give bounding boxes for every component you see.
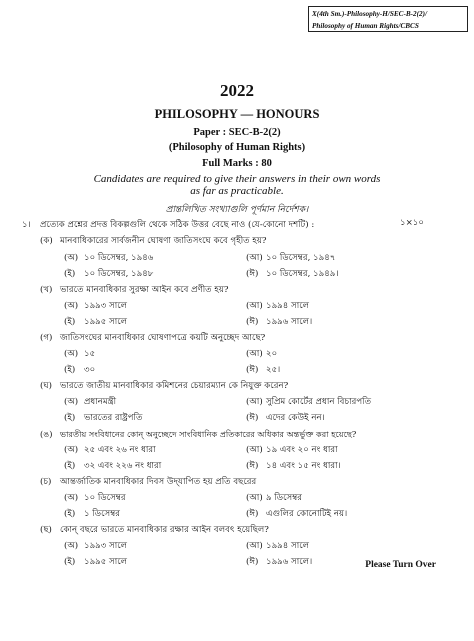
- sub-question-label: (ঙ): [40, 429, 53, 439]
- sub-question-text: ভারতে মানবাধিকার সুরক্ষা আইন কবে প্রণীত হয়?: [60, 285, 229, 295]
- option-label: (আ): [246, 397, 263, 407]
- option-text: ৩০: [84, 365, 96, 375]
- sub-question-label: (ঘ): [40, 381, 53, 391]
- instruction-bengali: প্রান্তলিখিত সংখ্যাগুলি পূর্ণমান নির্দেশক।: [165, 205, 309, 215]
- option-text: ২৫।: [266, 365, 281, 375]
- option-text: ভারতের রাষ্ট্রপতি: [84, 413, 143, 423]
- option-text: ২৫ এবং ২৬ নং ধারা: [84, 445, 156, 455]
- question-text: প্রত্যেক প্রশ্নের প্রদত্ত বিকল্পগুলি থেকে সঠিক উত্তর বেছে নাও (যে-কোনো দশটি) :: [40, 220, 315, 230]
- option-label: (ই): [64, 365, 76, 375]
- option-text: ১০ ডিসেম্বর, ১৯৪৭: [266, 253, 336, 263]
- option-text: ১৫: [84, 349, 96, 359]
- option-label: (ঈ): [246, 269, 259, 279]
- option-label: (ঈ): [246, 413, 259, 423]
- option-text: ১৪ এবং ১৫ নং ধারা।: [266, 461, 341, 471]
- full-marks: Full Marks : 80: [202, 158, 272, 169]
- option-text: সুপ্রিম কোর্টের প্রধান বিচারপতি: [266, 397, 372, 407]
- sub-question-label: (ক): [40, 236, 53, 246]
- option-label: (ই): [64, 413, 76, 423]
- option-label: (আ): [246, 349, 263, 359]
- sub-question-label: (চ): [40, 477, 52, 487]
- option-text: প্রধানমন্ত্রী: [84, 397, 117, 407]
- option-label: (ঈ): [246, 317, 259, 327]
- sub-question-label: (গ): [40, 333, 53, 343]
- option-text: এগুলির কোনোটিই নয়।: [266, 509, 348, 519]
- paper-code: Paper : SEC-B-2(2): [193, 127, 281, 138]
- option-label: (অ): [64, 301, 79, 311]
- option-text: ১৯৯৩ সালে: [84, 541, 128, 551]
- sub-question-text: ভারতে জাতীয় মানবাধিকার কমিশনের চেয়ারম্যান কে নিযুক্ত করেন?: [60, 381, 289, 391]
- option-label: (ঈ): [246, 557, 259, 567]
- option-text: ১০ ডিসেম্বর, ১৯৪৬: [84, 253, 154, 263]
- option-label: (আ): [246, 253, 263, 263]
- option-text: এদের কেউই নন।: [266, 413, 325, 423]
- option-text: ৯ ডিসেম্বর: [266, 493, 303, 503]
- option-text: ১ ডিসেম্বর: [84, 509, 121, 519]
- paper-code-box: [308, 6, 468, 32]
- paper-code-line2: Philosophy of Human Rights/CBCS: [312, 22, 419, 30]
- option-text: ১৯৯৪ সালে: [266, 541, 310, 551]
- instruction-line-2: as far as practicable.: [190, 185, 284, 197]
- option-text: ১৯৯৫ সালে: [84, 557, 128, 567]
- sub-question-text: জাতিসংঘের মানবাধিকার ঘোষণাপত্রে কয়টি অনুচ্ছেদ আছে?: [60, 333, 266, 343]
- option-text: ১০ ডিসেম্বর, ১৯৪৮: [84, 269, 154, 279]
- option-label: (অ): [64, 493, 79, 503]
- option-text: ২০: [266, 349, 278, 359]
- option-label: (ই): [64, 269, 76, 279]
- option-text: ১৯৯৬ সালে।: [266, 557, 313, 567]
- option-text: ১৯৯৫ সালে: [84, 317, 128, 327]
- instructions: [0, 173, 474, 197]
- subject-title: PHILOSOPHY — HONOURS: [154, 107, 320, 121]
- option-label: (আ): [246, 493, 263, 503]
- option-text: ১০ ডিসেম্বর: [84, 493, 126, 503]
- option-label: (ঈ): [246, 461, 259, 471]
- sub-question-text: ভারতীয় সংবিধানের কোন্ অনুচ্ছেদে সাংবিধানিক প্রতিকারের অধিকার অন্তর্ভুক্ত করা হয়েছে?: [60, 429, 357, 439]
- option-label: (অ): [64, 445, 79, 455]
- option-label: (আ): [246, 301, 263, 311]
- option-text: ৩২ এবং ২২৬ নং ধারা: [84, 461, 162, 471]
- exam-year: 2022: [220, 81, 254, 100]
- sub-question-text: আন্তর্জাতিক মানবাধিকার দিবস উদ্‌যাপিত হয় প্রতি বছরের: [60, 477, 257, 487]
- option-label: (ই): [64, 461, 76, 471]
- option-label: (আ): [246, 541, 263, 551]
- option-text: ১০ ডিসেম্বর, ১৯৪৯।: [266, 269, 339, 279]
- option-label: (ই): [64, 509, 76, 519]
- question-number: ১।: [22, 220, 31, 230]
- option-text: ১৯৯৩ সালে: [84, 301, 128, 311]
- question-marks: ১×১০: [400, 218, 424, 228]
- sub-question-text: কোন্ বছরে ভারতে মানবাধিকার রক্ষার আইন বলবৎ হয়েছিল?: [60, 525, 269, 535]
- sub-question-text: মানবাধিকারের সার্বজনীন ঘোষণা জাতিসংঘে কবে গৃহীত হয়?: [60, 236, 267, 246]
- option-label: (ই): [64, 317, 76, 327]
- sub-question-label: (ছ): [40, 525, 52, 535]
- option-label: (আ): [246, 445, 263, 455]
- option-label: (ঈ): [246, 365, 259, 375]
- option-label: (অ): [64, 541, 79, 551]
- please-turn-over: Please Turn Over: [365, 560, 436, 570]
- paper-code-line1: X(4th Sm.)-Philosophy-H/SEC-B-2(2)/: [312, 10, 428, 18]
- option-label: (অ): [64, 349, 79, 359]
- option-text: ১৯৯৬ সালে।: [266, 317, 313, 327]
- option-text: ১৯ এবং ২০ নং ধারা: [266, 445, 338, 455]
- option-text: ১৯৯৪ সালে: [266, 301, 310, 311]
- instruction-line-1: Candidates are required to give their answers in their own words: [93, 173, 381, 185]
- sub-question-label: (খ): [40, 285, 53, 295]
- paper-title: (Philosophy of Human Rights): [168, 142, 306, 153]
- option-label: (ই): [64, 557, 76, 567]
- option-label: (অ): [64, 397, 79, 407]
- option-label: (ঈ): [246, 509, 259, 519]
- option-label: (অ): [64, 253, 79, 263]
